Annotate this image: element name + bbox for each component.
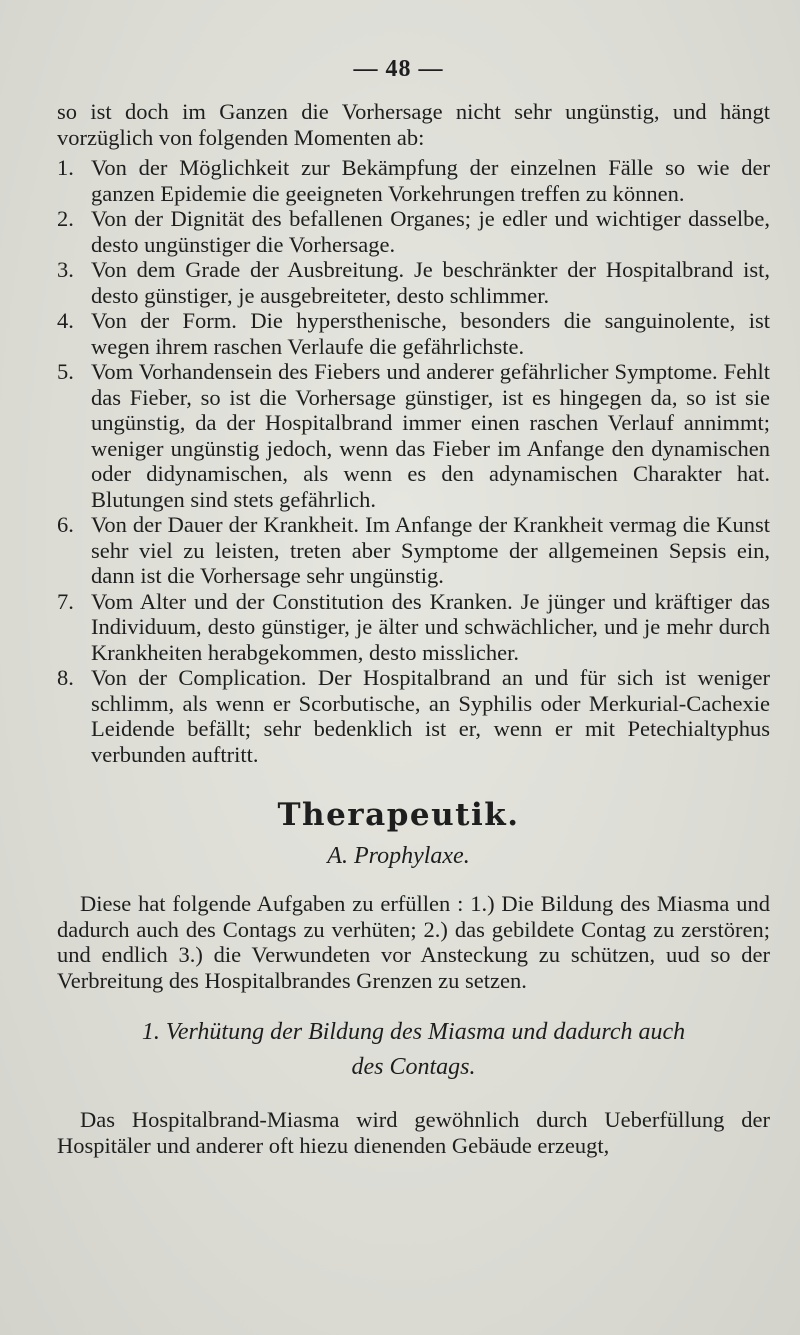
list-item [57, 257, 770, 308]
list-item-text: Vom Alter und der Constitution des Kranken. Je jünger und kräftiger das Individuum, desto günstiger, je älter und schwächlicher, und je mehr durch Krankheiten herabgekommen, desto misslicher. [91, 588, 770, 665]
list-item [57, 359, 770, 512]
list-item [57, 155, 770, 206]
list-item-number: 3. [57, 257, 74, 282]
list-item-number: 7. [57, 588, 74, 614]
subsection-heading-line: des Contags. [351, 1054, 476, 1080]
prophylaxe-paragraph: Diese hat folgende Aufgaben zu erfüllen : 1.) Die Bildung des Miasma und dadurch auch des Contags zu verhüten; 2.) das gebildete Contag zu zerstören; und endlich 3.) die Verwundeten vor Ansteckung zu schützen, uud so der Verbreitung des Hospitalbrandes Grenzen zu setzen. [57, 891, 770, 993]
list-item [57, 589, 770, 666]
list-item [57, 206, 770, 257]
list-item-number: 5. [57, 359, 74, 384]
sub-heading: A. Prophylaxe. [327, 843, 470, 869]
prognosis-factor-list [57, 155, 770, 767]
list-item-text: Von der Complication. Der Hospitalbrand an und für sich ist weniger schlimm, als wenn er Scorbutische, an Syphilis oder Merkurial-Cachexie Leidende befällt; sehr bedenklich ist er, wenn er mit Petechialtyphus verbunden auftritt. [91, 665, 770, 767]
list-item-text: Vom Vorhandensein des Fiebers und anderer gefährlicher Symptome. Fehlt das Fieber, so ist die Vorhersage günstiger, ist es hingegen da, so ist sie ungünstig, da der Hospitalbrand immer einen raschen Verlauf annimmt; weniger ungünstig jedoch, wenn das Fieber im Anfange den dynamischen oder didynamischen, als wenn es den adynamischen Charakter hat. Blutungen sind stets gefährlich. [91, 359, 770, 512]
list-item [57, 512, 770, 589]
intro-paragraph: so ist doch im Ganzen die Vorhersage nicht sehr ungünstig, und hängt vorzüglich von folgenden Momenten ab: [57, 99, 770, 150]
list-item-text: Von der Form. Die hypersthenische, besonders die sanguinolente, ist wegen ihrem raschen Verlaufe die gefährlichste. [91, 308, 770, 359]
list-item-number: 8. [57, 665, 74, 690]
list-item-text: Von der Möglichkeit zur Bekämpfung der einzelnen Fälle so wie der ganzen Epidemie die geeigneten Vorkehrungen treffen zu können. [91, 155, 770, 206]
list-item-text: Von der Dignität des befallenen Organes; je edler und wichtiger dasselbe, desto ungünstiger die Vorhersage. [91, 206, 770, 257]
list-item-text: Von der Dauer der Krankheit. Im Anfange der Krankheit vermag die Kunst sehr viel zu leisten, treten aber Symptome der allgemeinen Sepsis ein, dann ist die Vorhersage sehr ungünstig. [91, 512, 770, 588]
subsection-heading-line: 1. Verhütung der Bildung des Miasma und dadurch auch [141, 1019, 686, 1045]
page-number: — 48 — [353, 56, 444, 82]
list-item-number: 6. [57, 512, 74, 537]
list-item-number: 4. [57, 308, 74, 333]
section-heading: Therapeutik. [277, 797, 520, 833]
body-paragraph: Das Hospitalbrand-Miasma wird gewöhnlich durch Ueberfüllung der Hospitäler und anderer oft hiezu dienenden Gebäude erzeugt, [57, 1107, 770, 1158]
list-item [57, 665, 770, 767]
list-item [57, 308, 770, 359]
subsection-heading [57, 1015, 770, 1085]
list-item-number: 2. [57, 206, 74, 231]
list-item-text: Von dem Grade der Ausbreitung. Je beschränkter der Hospitalbrand ist, desto günstiger, je ausgebreiteter, desto schlimmer. [91, 257, 770, 308]
list-item-number: 1. [57, 155, 74, 180]
